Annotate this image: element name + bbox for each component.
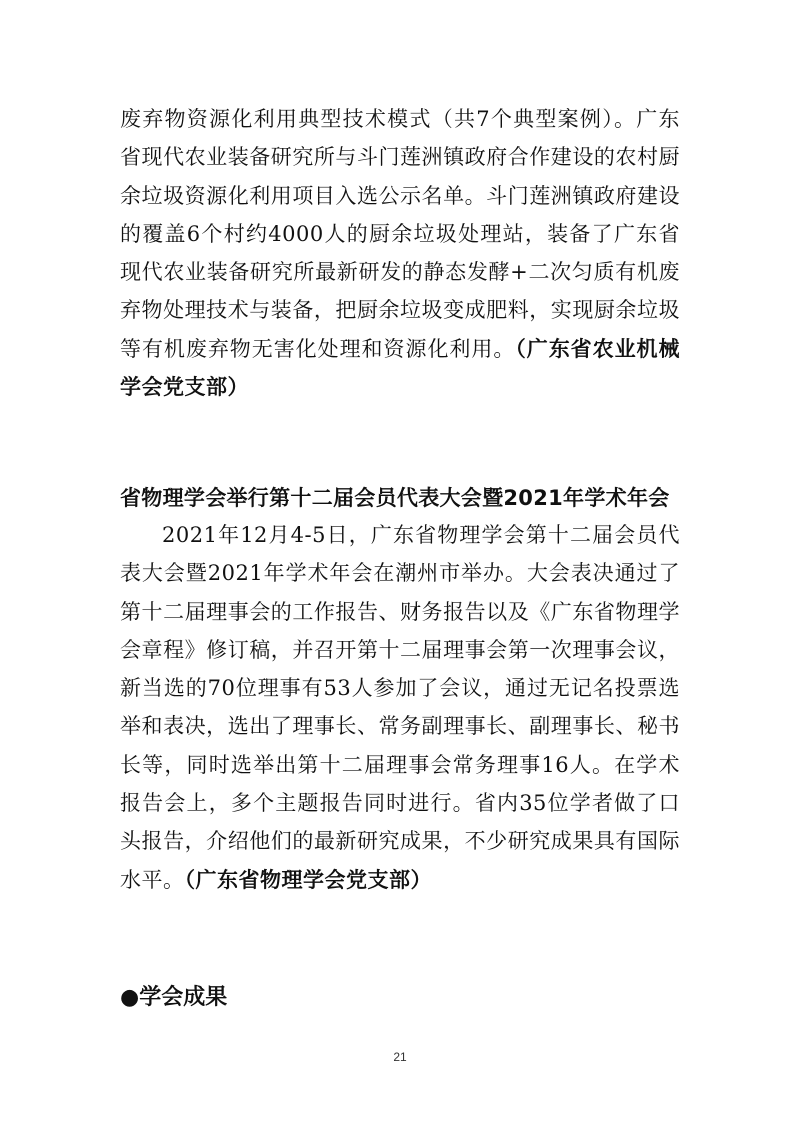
article-2-paragraph — [120, 516, 680, 899]
article-1-paragraph — [120, 100, 680, 406]
section-title: ●学会成果 — [120, 985, 228, 1010]
article-2-source: （广东省物理学会党支部） — [184, 867, 432, 892]
article-1-text: 废弃物资源化利用典型技术模式（共7个典型案例）。广东省现代农业装备研究所与斗门莲洲镇政府合作建设的农村厨余垃圾资源化利用项目入选公示名单。斗门莲洲镇政府建设的覆盖6个村约4000人的厨余垃圾处理站，装备了广东省现代农业装备研究所最新研发的静态发酵+二次匀质有机废弃物处理技术与装备，把厨余垃圾变成肥料，实现厨余垃圾等有机废弃物无害化处理和资源化利用。 — [120, 107, 680, 361]
page-number: 21 — [393, 1050, 407, 1064]
article-2-title: 省物理学会举行第十二届会员代表大会暨2021年学术年会 — [120, 486, 670, 510]
article-2-text: 2021年12月4-5日，广东省物理学会第十二届会员代表大会暨2021年学术年会在潮州市举办。大会表决通过了第十二届理事会的工作报告、财务报告以及《广东省物理学会章程》修订稿，并召开第十二届理事会第一次理事会议，新当选的70位理事有53人参加了会议，通过无记名投票选举和表决，选出了理事长、常务副理事长、副理事长、秘书长等，同时选举出第十二届理事会常务理事16人。在学术报告会上，多个主题报告同时进行。省内35位学者做了口头报告，介绍他们的最新研究成果，不少研究成果具有国际水平。 — [120, 523, 680, 892]
article-1-source: （广东省农业机械学会党支部） — [120, 336, 681, 400]
